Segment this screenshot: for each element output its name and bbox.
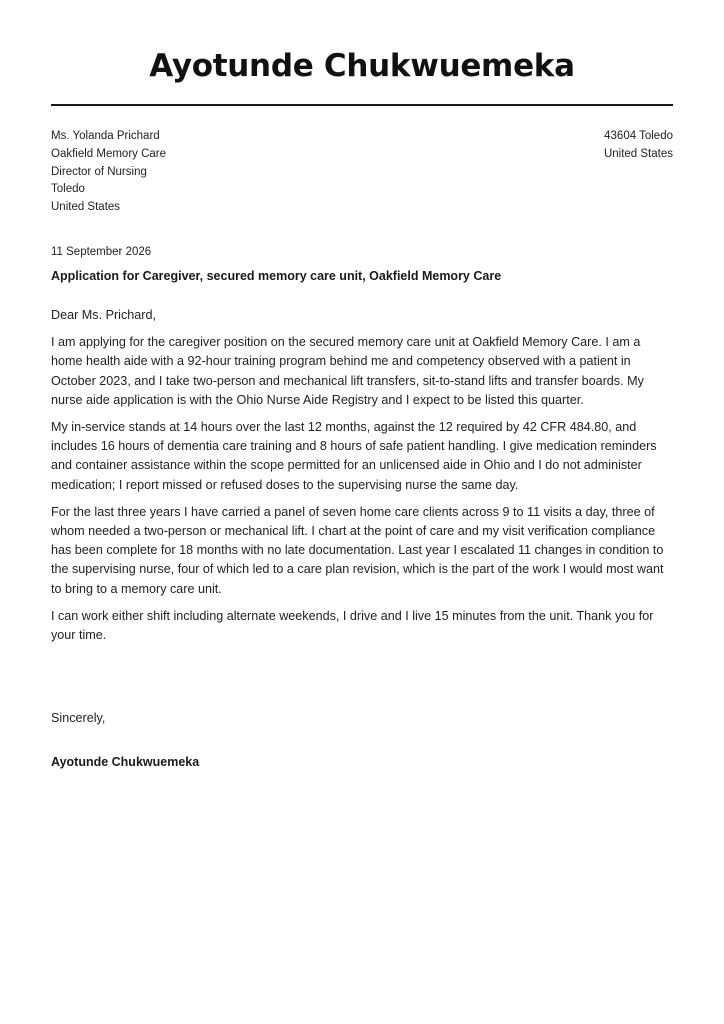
body-paragraph-4: I can work either shift including alternate weekends, I drive and I live 15 minutes from the unit. Thank you for your time. bbox=[51, 608, 654, 643]
sender-address-line-2: United States bbox=[603, 147, 673, 160]
body-paragraph-3: For the last three years I have carried a panel of seven home care clients across 9 to 11 visits a day, three of whom needed a two-person or mechanical lift. I chart at the point of care and my visit verification compliance has been complete for 18 months with no late documentation. Last year I escalated 11 changes in condition to the supervising nurse, four of which led to a care plan revision, which is the part of the work I would most want to bring to a memory care unit. bbox=[51, 504, 664, 596]
applicant-name-heading: Ayotunde Chukwuemeka bbox=[149, 48, 575, 84]
recipient-country: United States bbox=[51, 201, 121, 214]
recipient-address-block bbox=[51, 128, 166, 217]
letter-date: 11 September 2026 bbox=[51, 246, 152, 258]
recipient-title: Director of Nursing bbox=[51, 165, 147, 178]
letter-signature: Ayotunde Chukwuemeka bbox=[51, 755, 200, 769]
sender-address-line-1: 43604 Toledo bbox=[604, 130, 673, 142]
letter-closing: Sincerely, bbox=[51, 711, 106, 725]
recipient-city: Toledo bbox=[51, 183, 85, 196]
recipient-name: Ms. Yolanda Prichard bbox=[51, 130, 160, 142]
letter-body bbox=[51, 306, 673, 653]
letter-subject: Application for Caregiver, secured memory care unit, Oakfield Memory Care bbox=[51, 269, 502, 283]
recipient-organization: Oakfield Memory Care bbox=[51, 147, 167, 160]
salutation: Dear Ms. Prichard, bbox=[51, 308, 156, 322]
body-paragraph-2: My in-service stands at 14 hours over the last 12 months, against the 12 required by 42 CFR 484.80, and includes 16 hours of dementia care training and 8 hours of safe patient handling. I give medication reminders and container assistance within the scope permitted for an unlicensed aide in Ohio and I do not administer medication; I report missed or refused doses to the supervising nurse the same day. bbox=[51, 420, 657, 492]
sender-address-block bbox=[604, 128, 673, 164]
body-paragraph-1: I am applying for the caregiver position on the secured memory care unit at Oakfield Memory Care. I am a home health aide with a 92-hour training program behind me and competency observed with a patient in October 2023, and I take two-person and mechanical lift transfers, sit-to-stand lifts and transfer boards. My nurse aide application is with the Ohio Nurse Aide Registry and I expect to be listed this quarter. bbox=[51, 335, 644, 407]
header-divider bbox=[51, 104, 673, 106]
